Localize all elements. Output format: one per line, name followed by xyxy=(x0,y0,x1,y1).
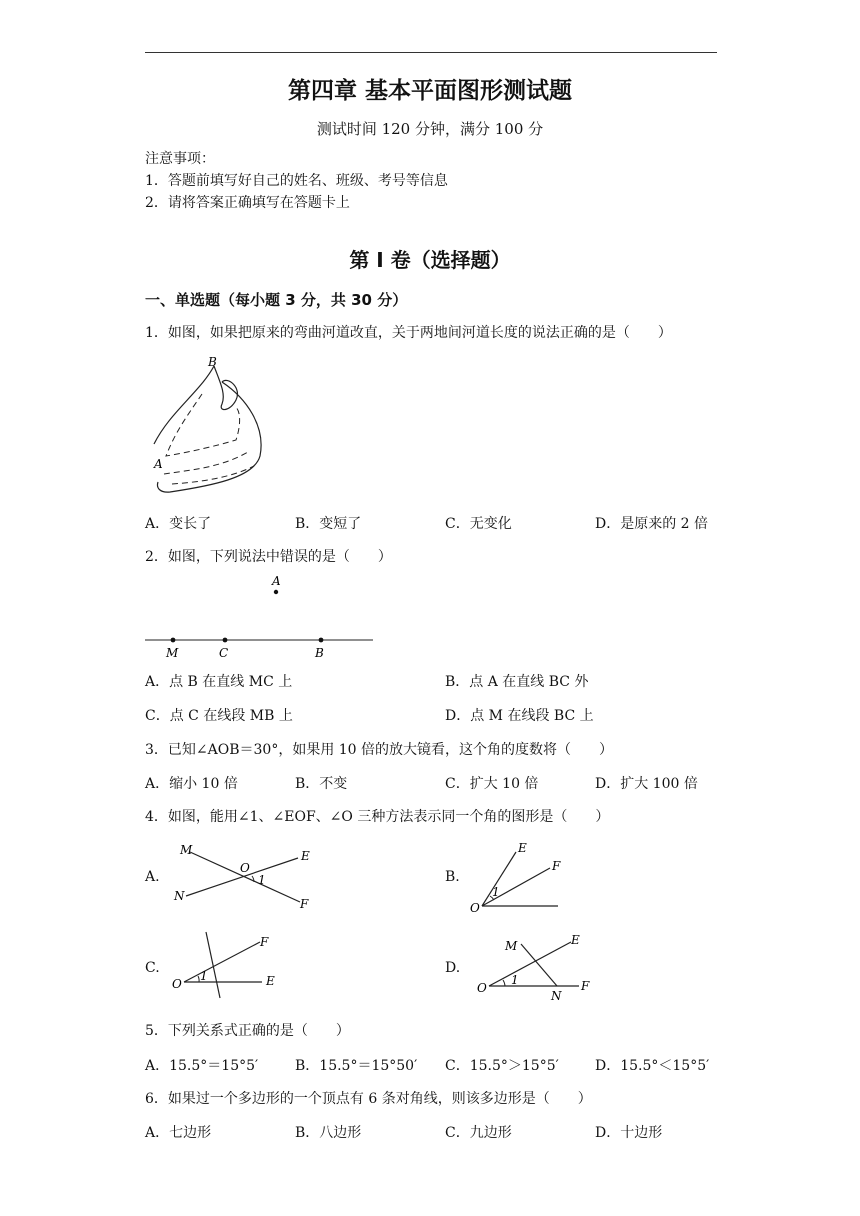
header-rule xyxy=(145,52,717,53)
option-a[interactable]: A．缩小 10 倍 xyxy=(145,776,238,792)
question-stem: 2．如图，下列说法中错误的是（ ） xyxy=(145,549,392,565)
figure-label: E xyxy=(518,841,527,855)
note-item: 1．答题前填写好自己的姓名、班级、考号等信息 xyxy=(145,173,448,189)
figure-label: 1 xyxy=(258,873,266,887)
figure-label: C xyxy=(219,646,229,660)
figure-label: E xyxy=(571,933,580,947)
figure-label: O xyxy=(172,977,182,991)
question-stem: 5．下列关系式正确的是（ ） xyxy=(145,1023,350,1039)
option-c[interactable]: C. xyxy=(145,960,160,976)
question-stem: 6．如果过一个多边形的一个顶点有 6 条对角线，则该多边形是（ ） xyxy=(145,1091,592,1107)
option-d[interactable]: D．15.5°＜15°5′ xyxy=(595,1058,710,1074)
figure-label: M xyxy=(505,939,518,953)
figure-label: F xyxy=(552,859,561,873)
option-a[interactable]: A．15.5°＝15°5′ xyxy=(145,1058,259,1074)
option-c[interactable]: C．15.5°＞15°5′ xyxy=(445,1058,559,1074)
option-d[interactable]: D．是原来的 2 倍 xyxy=(595,516,709,532)
river-figure xyxy=(150,352,270,497)
option-b[interactable]: B．变短了 xyxy=(295,516,362,532)
angle-figure-a xyxy=(170,840,330,915)
angle-figure-b xyxy=(470,840,570,915)
option-b[interactable]: B．点 A 在直线 BC 外 xyxy=(445,674,589,690)
figure-label: N xyxy=(551,989,562,1003)
section-title: 第 I 卷（选择题） xyxy=(349,248,511,272)
figure-label: O xyxy=(470,901,480,915)
option-b[interactable]: B. xyxy=(445,869,460,885)
option-c[interactable]: C．扩大 10 倍 xyxy=(445,776,539,792)
part-title: 一、单选题（每小题 3 分，共 30 分） xyxy=(145,291,408,309)
figure-label: O xyxy=(240,861,250,875)
option-b[interactable]: B．不变 xyxy=(295,776,348,792)
option-d[interactable]: D．点 M 在线段 BC 上 xyxy=(445,708,594,724)
figure-label: N xyxy=(174,889,185,903)
figure-label: A xyxy=(272,574,281,588)
figure-label: E xyxy=(301,849,310,863)
figure-label: 1 xyxy=(200,969,208,983)
figure-label: M xyxy=(180,843,193,857)
angle-figure-d xyxy=(475,930,605,1002)
line-points-figure xyxy=(145,575,375,660)
figure-label: O xyxy=(477,981,487,995)
figure-label: E xyxy=(266,974,275,988)
figure-label: F xyxy=(260,935,269,949)
option-a[interactable]: A. xyxy=(145,869,160,885)
figure-label: B xyxy=(208,355,217,369)
option-d[interactable]: D．扩大 100 倍 xyxy=(595,776,698,792)
angle-figure-c xyxy=(170,930,290,1000)
option-c[interactable]: C．点 C 在线段 MB 上 xyxy=(145,708,293,724)
figure-label: M xyxy=(166,646,179,660)
option-c[interactable]: C．九边形 xyxy=(445,1125,512,1141)
figure-label: F xyxy=(581,979,590,993)
figure-label: 1 xyxy=(492,885,500,899)
figure-label: A xyxy=(154,457,163,471)
question-stem: 4．如图，能用∠1、∠EOF、∠O 三种方法表示同一个角的图形是（ ） xyxy=(145,809,610,825)
figure-label: 1 xyxy=(511,973,519,987)
notes-heading: 注意事项： xyxy=(145,151,215,167)
page-subtitle: 测试时间 120 分钟，满分 100 分 xyxy=(316,120,544,138)
option-c[interactable]: C．无变化 xyxy=(445,516,512,532)
note-item: 2．请将答案正确填写在答题卡上 xyxy=(145,195,350,211)
option-b[interactable]: B．15.5°＝15°50′ xyxy=(295,1058,418,1074)
option-d[interactable]: D. xyxy=(445,960,461,976)
figure-label: B xyxy=(315,646,324,660)
question-stem: 3．已知∠AOB＝30°，如果用 10 倍的放大镜看，这个角的度数将（ ） xyxy=(145,742,614,758)
option-b[interactable]: B．八边形 xyxy=(295,1125,362,1141)
page-title: 第四章 基本平面图形测试题 xyxy=(287,78,572,104)
option-a[interactable]: A．点 B 在直线 MC 上 xyxy=(145,674,293,690)
question-stem: 1．如图，如果把原来的弯曲河道改直，关于两地间河道长度的说法正确的是（ ） xyxy=(145,325,672,341)
option-d[interactable]: D．十边形 xyxy=(595,1125,663,1141)
option-a[interactable]: A．七边形 xyxy=(145,1125,212,1141)
figure-label: F xyxy=(300,897,309,911)
option-a[interactable]: A．变长了 xyxy=(145,516,212,532)
